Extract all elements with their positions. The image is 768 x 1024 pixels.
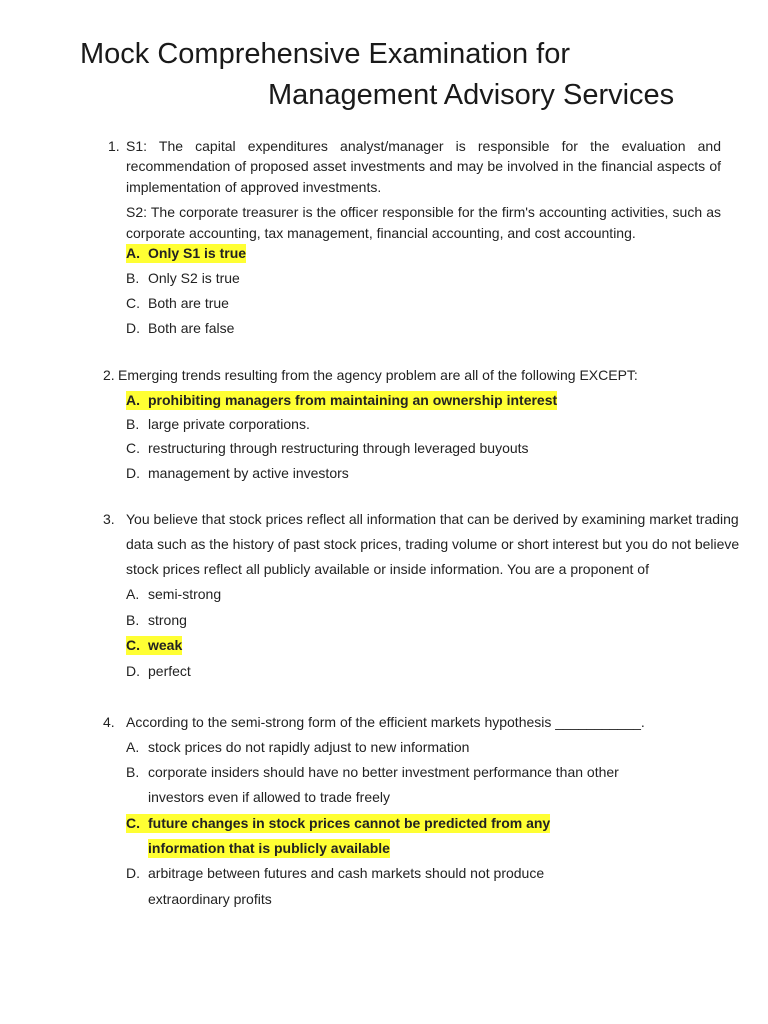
answer-option-continuation	[148, 841, 390, 855]
question-stem-line: S2: The corporate treasurer is the officer responsible for the firm's accounting activities, such as	[126, 204, 721, 220]
answer-option-correct	[126, 393, 557, 407]
question-stem-line: recommendation of proposed asset investments and may be involved in the financial aspects of	[126, 158, 721, 174]
question-stem-line: data such as the history of past stock prices, trading volume or short interest but you do not believe	[126, 536, 740, 552]
option-text: stock prices do not rapidly adjust to new information	[148, 739, 470, 755]
option-letter: A.	[126, 392, 140, 408]
question-number: 1.	[108, 138, 120, 154]
answer-option	[126, 417, 310, 431]
answer-option	[126, 321, 234, 335]
option-text: large private corporations.	[148, 416, 310, 432]
question-number: 4.	[103, 714, 115, 730]
page-title-line-1: Mock Comprehensive Examination for	[80, 38, 570, 70]
option-letter: B.	[126, 270, 140, 286]
option-text: information that is publicly available	[148, 840, 390, 856]
answer-option	[126, 271, 240, 285]
question-stem-line: stock prices reflect all publicly available or inside information. You are a proponent of	[126, 561, 649, 577]
answer-option-correct	[126, 816, 550, 830]
option-letter: D.	[126, 865, 140, 881]
option-letter: B.	[126, 612, 140, 628]
answer-option-continuation: investors even if allowed to trade freely	[148, 789, 391, 805]
option-text: management by active investors	[148, 465, 349, 481]
answer-option-correct	[126, 246, 246, 260]
option-letter: D.	[126, 465, 140, 481]
question-stem-line: According to the semi-strong form of the efficient markets hypothesis ___________.	[126, 714, 645, 730]
option-text: prohibiting managers from maintaining an ownership interest	[148, 392, 558, 408]
option-letter: C.	[126, 440, 140, 456]
answer-option	[126, 441, 529, 455]
option-letter: C.	[126, 815, 140, 831]
option-text: future changes in stock prices cannot be predicted from any	[148, 815, 551, 831]
page-title-line-2: Management Advisory Services	[268, 79, 675, 111]
question-stem-line: You believe that stock prices reflect all information that can be derived by examining market trading	[126, 511, 739, 527]
option-letter: C.	[126, 295, 140, 311]
option-letter: C.	[126, 637, 140, 653]
option-text: Only S1 is true	[148, 245, 247, 261]
question-number: 2.	[103, 367, 115, 383]
answer-option	[126, 866, 544, 880]
option-letter: B.	[126, 764, 140, 780]
option-letter: A.	[126, 586, 140, 602]
option-letter: A.	[126, 245, 140, 261]
option-text: Only S2 is true	[148, 270, 240, 286]
question-stem-line: corporate accounting, tax management, financial accounting, and cost accounting.	[126, 225, 636, 241]
answer-option	[126, 740, 469, 754]
option-letter: D.	[126, 320, 140, 336]
option-text: Both are false	[148, 320, 235, 336]
answer-option	[126, 296, 229, 310]
question-stem-line: Emerging trends resulting from the agency problem are all of the following EXCEPT:	[118, 367, 638, 383]
answer-option	[126, 613, 187, 627]
question-stem-line: S1: The capital expenditures analyst/manager is responsible for the evaluation and	[126, 138, 721, 154]
answer-option	[126, 765, 619, 779]
option-letter: B.	[126, 416, 140, 432]
option-text: weak	[148, 637, 183, 653]
answer-option-correct	[126, 638, 182, 652]
option-text: Both are true	[148, 295, 229, 311]
answer-option-continuation: extraordinary profits	[148, 891, 272, 907]
question-stem-line: implementation of approved investments.	[126, 179, 382, 195]
question-number: 3.	[103, 511, 115, 527]
option-text: strong	[148, 612, 187, 628]
answer-option	[126, 664, 191, 678]
option-text: corporate insiders should have no better investment performance than other	[148, 764, 619, 780]
option-text: arbitrage between futures and cash markets should not produce	[148, 865, 545, 881]
option-letter: D.	[126, 663, 140, 679]
option-text: restructuring through restructuring through leveraged buyouts	[148, 440, 529, 456]
answer-option	[126, 466, 349, 480]
option-text: semi-strong	[148, 586, 222, 602]
option-letter: A.	[126, 739, 140, 755]
option-text: perfect	[148, 663, 191, 679]
answer-option	[126, 587, 221, 601]
